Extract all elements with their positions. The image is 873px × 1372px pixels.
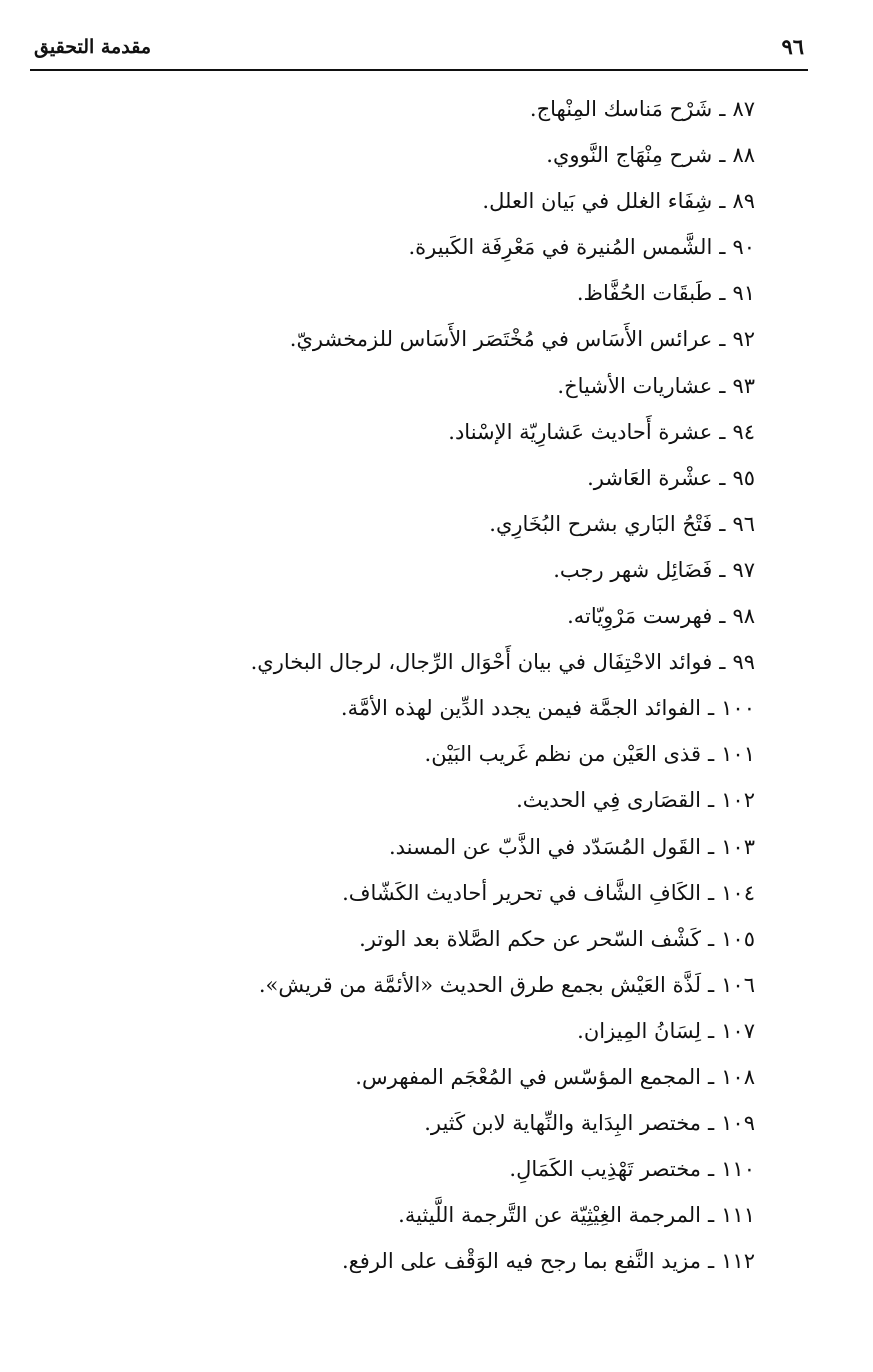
entry-title: الكَافِ الشَّاف في تحرير أحاديث الكَشّاف.: [342, 880, 701, 905]
entry-title: مزيد النَّفع بما رجح فيه الوَقْف على الرفع.: [341, 1249, 701, 1274]
entry-dash: ـ: [719, 189, 726, 214]
entry-dash: ـ: [719, 465, 726, 490]
entry-title: شِفَاء الغلل في بَيان العلل.: [482, 189, 713, 214]
entry-title: طَبقَات الحُفَّاظ.: [576, 281, 713, 306]
header-rule: [30, 69, 808, 71]
entry-title: لِسَانُ المِيزان.: [577, 1018, 701, 1043]
entry-title: قذى العَيْن من نظم غَريب البَيْن.: [424, 742, 701, 767]
list-item: [75, 1100, 755, 1146]
entry-title: شَرْح مَناسك المِنْهاج.: [529, 97, 713, 121]
entry-number: ٩٢: [732, 327, 755, 352]
entry-dash: ـ: [719, 511, 726, 536]
entry-number: ٩٩: [732, 650, 755, 675]
entry-number: ٩٣: [732, 373, 755, 398]
entry-dash: ـ: [708, 742, 715, 767]
entry-dash: ـ: [719, 650, 726, 675]
entry-title: لَذَّة العَيْش بجمع طرق الحديث «الأئمَّة من قريش».: [258, 972, 701, 997]
entry-title: المجمع المؤسّس في المُعْجَم المفهرس.: [355, 1064, 701, 1089]
entry-number: ١٠١: [721, 742, 755, 767]
entry-number: ١١٠: [721, 1157, 755, 1182]
list-item: [75, 1146, 755, 1192]
entry-dash: ـ: [719, 557, 726, 582]
entry-dash: ـ: [719, 419, 726, 444]
entry-number: ٩٨: [732, 604, 755, 629]
list-item: [75, 962, 755, 1008]
entry-title: عرائس الأَسَاس في مُخْتَصَر الأَسَاس للزمخشريّ.: [289, 327, 713, 352]
entry-number: ٩٦: [732, 511, 755, 536]
entry-dash: ـ: [708, 1111, 715, 1136]
entry-title: شرح مِنْهَاج النَّووي.: [546, 143, 713, 168]
entry-dash: ـ: [708, 972, 715, 997]
entry-number: ٩٧: [732, 557, 755, 582]
entry-dash: ـ: [719, 327, 726, 352]
list-item: [75, 178, 755, 224]
list-item: [75, 132, 755, 178]
entry-title: القَول المُسَدّد في الذَّبّ عن المسند.: [388, 834, 701, 859]
entry-title: القصَارى فِي الحديث.: [516, 788, 701, 813]
list-item: [75, 316, 755, 362]
entry-number: ٩١: [732, 281, 755, 306]
entry-title: فَتْحُ البَاري بشرح البُخَارِي.: [489, 511, 713, 536]
entry-title: فَضَائِل شهر رجب.: [553, 557, 713, 582]
entry-title: عشرة أَحاديث عَشارِيّة الإسْناد.: [448, 419, 713, 444]
entry-number: ١١٢: [721, 1249, 755, 1274]
entry-number: ١١١: [721, 1203, 755, 1228]
entry-title: كَشْف السّحر عن حكم الصَّلاة بعد الوتر.: [359, 926, 701, 951]
entry-dash: ـ: [708, 926, 715, 951]
entry-title: الفوائد الجمَّة فيمن يجدد الدِّين لهذه الأمَّة.: [340, 696, 701, 721]
entry-dash: ـ: [719, 281, 726, 306]
list-item: [75, 639, 755, 685]
list-item: [75, 1238, 755, 1284]
list-item: [75, 824, 755, 870]
entry-number: ١٠٨: [721, 1064, 755, 1089]
entry-title: فهرست مَرْوِيّاته.: [567, 604, 713, 629]
entry-dash: ـ: [708, 1018, 715, 1043]
entry-number: ١٠٩: [721, 1111, 755, 1136]
list-item: [75, 777, 755, 823]
entry-number: ١٠٥: [721, 926, 755, 951]
running-header: [30, 34, 808, 70]
entry-number: ٨٩: [732, 189, 755, 214]
list-item: [75, 1054, 755, 1100]
entry-number: ١٠٤: [721, 880, 755, 905]
entry-number: ٩٠: [732, 235, 755, 260]
entry-number: ١٠٦: [721, 972, 755, 997]
list-item: [75, 409, 755, 455]
list-item: [75, 224, 755, 270]
list-item: [75, 1008, 755, 1054]
entry-dash: ـ: [708, 834, 715, 859]
list-item: [75, 870, 755, 916]
list-item: [75, 86, 755, 132]
entry-number: ١٠٣: [721, 834, 755, 859]
entry-dash: ـ: [708, 1249, 715, 1274]
entry-number: ٩٤: [732, 419, 755, 444]
entry-title: مختصر البِدَاية والنِّهاية لابن كَثير.: [424, 1111, 701, 1136]
entry-dash: ـ: [719, 604, 726, 629]
entry-title: فوائد الاحْتِفَال في بيان أَحْوَال الرِّجال، لرجال البخاري.: [250, 650, 713, 675]
entry-dash: ـ: [708, 880, 715, 905]
entry-title: عشْرة العَاشر.: [587, 465, 713, 490]
entry-number: ٨٨: [732, 143, 755, 168]
entry-dash: ـ: [708, 1203, 715, 1228]
entry-number: ١٠٠: [721, 696, 755, 721]
entry-dash: ـ: [719, 373, 726, 398]
entry-dash: ـ: [708, 1064, 715, 1089]
entry-dash: ـ: [719, 97, 726, 121]
list-item: [75, 455, 755, 501]
list-item: [75, 685, 755, 731]
entry-number: ٨٧: [732, 97, 755, 121]
list-item: [75, 501, 755, 547]
entry-dash: ـ: [708, 788, 715, 813]
list-item: [75, 363, 755, 409]
entry-list: [75, 86, 755, 1284]
entry-number: ٩٥: [732, 465, 755, 490]
page-number: ٩٦: [781, 34, 804, 59]
list-item: [75, 593, 755, 639]
entry-dash: ـ: [719, 143, 726, 168]
entry-number: ١٠٧: [721, 1018, 755, 1043]
list-item: [75, 1192, 755, 1238]
entry-dash: ـ: [708, 696, 715, 721]
entry-title: مختصر تَهْذِيب الكَمَالِ.: [509, 1157, 701, 1182]
entry-title: المرجمة الغِيْثِيّة عن التَّرجمة اللَّيثية.: [398, 1203, 701, 1228]
entry-title: الشَّمس المُنيرة في مَعْرِفَة الكَبيرة.: [408, 235, 713, 260]
entry-dash: ـ: [708, 1157, 715, 1182]
entry-dash: ـ: [719, 235, 726, 260]
list-item: [75, 916, 755, 962]
list-item: [75, 270, 755, 316]
entry-title: عشاريات الأشياخ.: [557, 373, 713, 398]
list-item: [75, 731, 755, 777]
entry-number: ١٠٢: [721, 788, 755, 813]
list-item: [75, 547, 755, 593]
section-title: مقدمة التحقيق: [34, 36, 151, 58]
